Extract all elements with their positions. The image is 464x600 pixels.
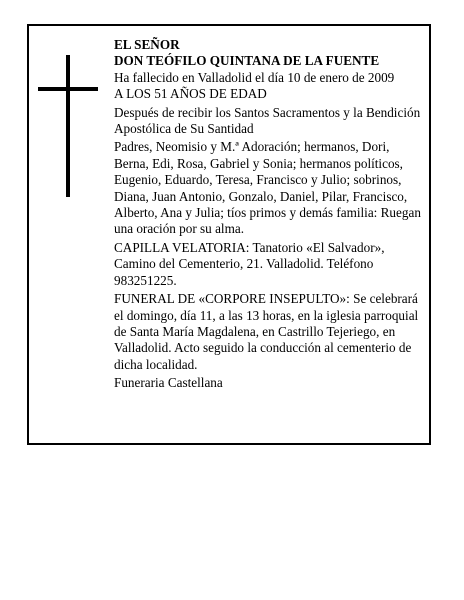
cross-icon xyxy=(38,55,98,197)
chapel-paragraph: CAPILLA VELATORIA: Tanatorio «El Salvador», Camino del Cementerio, 21. Valladolid. Teléfono 983251225. xyxy=(114,239,385,288)
cross-vertical-bar xyxy=(66,55,70,197)
age-line: A LOS 51 AÑOS DE EDAD xyxy=(114,86,267,102)
funeral-home: Funeraria Castellana xyxy=(114,375,223,391)
deceased-name: DON TEÓFILO QUINTANA DE LA FUENTE xyxy=(114,53,380,69)
sacraments-paragraph: Después de recibir los Santos Sacramentos y la Bendición Apostólica de Su Santidad xyxy=(114,104,421,137)
funeral-paragraph: FUNERAL DE «CORPORE INSEPULTO»: Se celebrará el domingo, día 11, a las 13 horas, en la iglesia parroquial de Santa María Magdalena, en Castrillo Tejeriego, en Valladolid. Acto seguido la conducción al cementerio de dicha localidad. xyxy=(114,291,419,372)
title-line: EL SEÑOR xyxy=(114,37,180,52)
death-date-line: Ha fallecido en Valladolid el día 10 de enero de 2009 xyxy=(114,69,395,85)
cross-horizontal-bar xyxy=(38,87,98,91)
obituary-text xyxy=(114,37,424,392)
family-paragraph: Padres, Neomisio y M.ª Adoración; hermanos, Dori, Berna, Edi, Rosa, Gabriel y Sonia; hermanos políticos, Eugenio, Eduardo, Teresa, Francisco y Julio; sobrinos, Diana, Juan Antonio, Gonzalo, Daniel, Pilar, Francisco, Alberto, Ana y Julia; tíos primos y demás familia: Ruegan una oración por su alma. xyxy=(114,139,421,237)
